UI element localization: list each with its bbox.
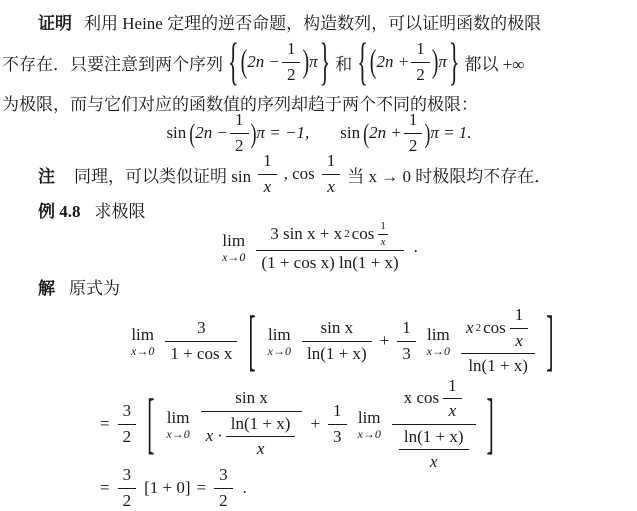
left-paren: ( [369, 43, 377, 81]
left-paren: ( [240, 43, 248, 81]
left-bracket: [ [147, 383, 155, 462]
note-label: 注 [38, 166, 55, 186]
fraction-1-over-3 [397, 318, 416, 364]
seq1-body: 2n − [247, 52, 280, 71]
frac-den: ln(1 + x) [306, 343, 367, 363]
left-bracket: [ [248, 300, 256, 379]
frac-den: ln(1 + x) [468, 356, 528, 376]
equation-period: . [413, 237, 418, 256]
eq-right-body: 2n + [369, 123, 402, 142]
frac-num: sin x [201, 388, 303, 411]
sequence-1 [226, 31, 332, 91]
small-frac-num: 1 [378, 220, 388, 235]
frac-num [461, 305, 535, 354]
frac-den: 2 [122, 426, 132, 446]
fraction-1-over-3 [328, 401, 347, 447]
seq2-pi: π [438, 52, 447, 71]
seq2-frac-den: 2 [416, 64, 425, 84]
example-label: 例 4.8 [38, 201, 81, 221]
left-brace: { [357, 31, 368, 91]
sin-function: sin [340, 123, 361, 142]
solution-line-a [0, 300, 637, 382]
den-x-dot: x · [205, 426, 222, 446]
frac-den: 2 [122, 490, 132, 510]
frac-num: 3 [118, 465, 137, 488]
frac-num: sin x [302, 318, 372, 341]
note-mid: , cos [283, 164, 315, 183]
equals-sign: = [100, 414, 110, 433]
frac-den: x [448, 401, 457, 421]
fraction-xcos-over-lnfrac [392, 376, 476, 473]
num-x: x [466, 318, 474, 338]
right-brace: } [319, 31, 331, 91]
proof-line2-pre: 不存在．只要注意到两个序列 [2, 54, 223, 74]
seq1-fraction [282, 39, 301, 85]
lim-subscript: x→0 [426, 343, 451, 358]
frac-num: ln(1 + x) [399, 427, 469, 450]
frac-num: 3 [214, 465, 233, 488]
note-paragraph [0, 152, 637, 196]
nested-fraction-ln-over-x [226, 414, 296, 460]
right-bracket: ] [486, 383, 494, 462]
eq-right-tail: π = 1. [430, 123, 472, 142]
frac-num: 1 [443, 376, 462, 399]
lim-word: lim [357, 407, 381, 427]
example-frac-num [256, 220, 403, 251]
eq-right-frac-num: 1 [404, 110, 423, 133]
limit-operator [427, 326, 450, 357]
frac-den: 3 [333, 426, 342, 446]
solution-heading [0, 272, 637, 300]
right-bracket: ] [546, 300, 554, 379]
lim-word: lim [267, 324, 291, 344]
proof-line2-post: 都以 +∞ [464, 54, 525, 74]
example-title: 求极限 [94, 201, 146, 221]
proof-line1-text: 利用 Heine 定理的逆否命题，构造数列，可以证明函数的极限 [84, 13, 542, 33]
lim-subscript: x→0 [222, 249, 246, 264]
fraction-sinx-over-xlnx [201, 388, 303, 459]
fraction-sinx-over-ln [302, 318, 372, 364]
frac-num: 3 [165, 318, 237, 341]
fraction-x2cos-over-ln [461, 305, 535, 376]
fraction-3-over-2 [118, 465, 137, 511]
frac-den: x [429, 451, 438, 471]
lim-subscript: x→0 [166, 426, 190, 441]
right-paren: ) [302, 43, 310, 81]
frac-den: 3 [402, 343, 411, 363]
num-small-fraction [378, 220, 388, 248]
eq-left-frac-num: 1 [230, 110, 249, 133]
sin-equation-left [165, 110, 309, 156]
lim-word: lim [427, 324, 450, 344]
lim-word: lim [131, 324, 154, 344]
seq2-frac-num: 1 [411, 39, 430, 62]
equation-period: . [242, 478, 247, 497]
frac-den [201, 412, 303, 460]
eq-left-fraction [230, 110, 249, 156]
seq2-body: 2n + [376, 52, 410, 71]
nested-fraction-1-over-x [510, 305, 529, 351]
example-main-fraction [256, 220, 403, 274]
right-brace: } [448, 31, 460, 91]
frac-num [392, 376, 476, 425]
num-x-cos: x cos [403, 388, 440, 408]
seq1-frac-num: 1 [282, 39, 301, 62]
note-frac2-den: x [327, 176, 335, 196]
num-cos: cos [351, 224, 375, 244]
eq-right-fraction [404, 110, 423, 156]
note-frac1-num: 1 [258, 151, 277, 174]
fraction-3-over-1pluscosx [165, 318, 237, 364]
lim-subscript: x→0 [131, 343, 155, 358]
note-fraction-1 [258, 151, 277, 197]
limit-operator [268, 326, 291, 357]
limit-operator [166, 409, 189, 440]
frac-den: 1 + cos x [170, 343, 233, 363]
seq1-pi: π [309, 52, 318, 71]
left-paren: ( [189, 117, 196, 149]
frac-den: x [515, 330, 523, 350]
num-superscript: 2 [344, 227, 350, 240]
note-pre: 同理，可以类似证明 sin [74, 166, 252, 186]
equals-sign: = [196, 478, 207, 497]
eq-left-body: 2n − [195, 123, 229, 142]
fraction-3-over-2-result [214, 465, 233, 511]
small-frac-den: x [380, 235, 386, 248]
solution-line-b [0, 375, 637, 471]
example-frac-den: (1 + cos x) ln(1 + x) [261, 253, 399, 273]
note-fraction-2 [322, 151, 341, 197]
sequence-2 [355, 31, 461, 91]
lim-subscript: x→0 [357, 426, 381, 441]
frac-num: 3 [118, 401, 137, 424]
proof-paragraph-line1 [0, 8, 637, 34]
solution-title: 原式为 [69, 278, 120, 298]
limit-operator [222, 232, 245, 263]
bracket-term: [1 + 0] [144, 478, 191, 497]
sin-function: sin [166, 123, 187, 142]
plus-sign: + [310, 414, 321, 433]
eq-left-frac-den: 2 [235, 135, 244, 155]
seq1-frac-den: 2 [286, 64, 296, 84]
right-paren: ) [250, 117, 257, 149]
num-pre: 3 sin x + x [270, 224, 343, 244]
frac-den: x [256, 439, 265, 459]
proof-line2-and: 和 [335, 54, 353, 74]
equals-sign: = [100, 478, 110, 497]
example-display-equation [0, 222, 637, 272]
frac-num: 1 [397, 318, 416, 341]
proof-label: 证明 [38, 13, 72, 33]
eq-right-frac-den: 2 [408, 135, 418, 155]
note-frac2-num: 1 [322, 151, 341, 174]
example-heading [0, 196, 637, 222]
frac-num: 1 [510, 305, 529, 328]
eq-left-tail: π = −1, [256, 123, 310, 142]
proof-paragraph-line2 [0, 31, 637, 91]
right-paren: ) [424, 117, 431, 149]
num-superscript: 2 [475, 321, 482, 334]
left-brace: { [228, 31, 239, 91]
proof-line3-text: 为极限，而与它们对应的函数值的序列却趋于两个不同的极限： [2, 94, 478, 114]
limit-operator [358, 409, 381, 440]
fraction-3-over-2 [118, 401, 137, 447]
limit-operator [131, 326, 154, 357]
lim-word: lim [166, 407, 190, 427]
lim-word: lim [222, 230, 246, 250]
left-paren: ( [363, 117, 370, 149]
lim-subscript: x→0 [267, 343, 291, 358]
note-frac1-den: x [263, 176, 272, 196]
proof-display-equation [0, 110, 637, 155]
note-post: 当 x → 0 时极限均不存在． [347, 166, 552, 186]
nested-fraction-1-over-x [443, 376, 462, 422]
num-cos: cos [483, 318, 506, 338]
proof-paragraph-line3 [0, 90, 637, 114]
sin-equation-right [339, 110, 471, 156]
right-paren: ) [431, 43, 439, 81]
solution-line-c [0, 466, 637, 510]
solution-label: 解 [38, 278, 55, 298]
frac-num: ln(1 + x) [226, 414, 296, 437]
plus-sign: + [379, 331, 390, 350]
seq2-fraction [411, 39, 430, 85]
frac-den: 2 [219, 490, 228, 510]
frac-num: 1 [328, 401, 347, 424]
